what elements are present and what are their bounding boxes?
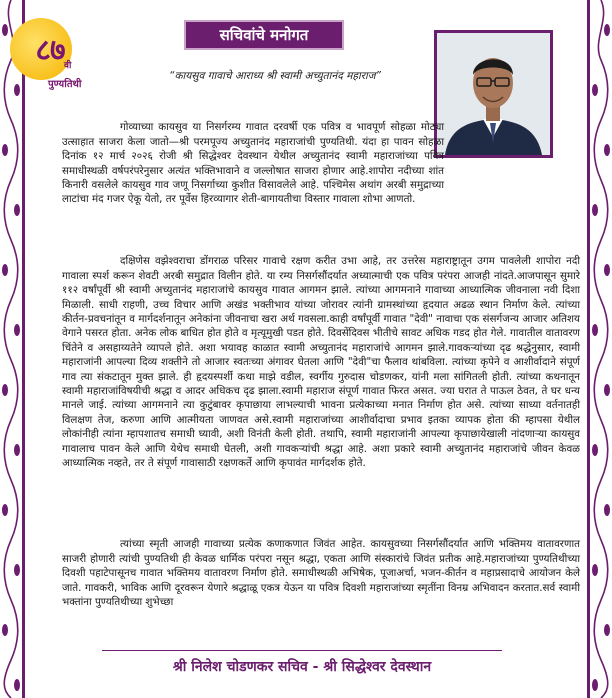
page-subtitle: “कायसुव गावाचे आराध्य श्री स्वामी अच्युतानंद महाराज” [169, 70, 381, 82]
paragraph-1: गोव्याच्या कायसुव या निसर्गरम्य गावात दरवर्षी एक पवित्र व भावपूर्ण सोहळा मोठ्या उत्साहात साजरा केला जातो—श्री परमपूज्य अच्युतानंद महाराजांची पुण्यतिथी. यंदा हा पावन सोहळा दिनांक १२ मार्च २०२६ रोजी श्री सिद्धेश्वर देवस्थान येथील अच्युतानंद स्वामी महाराजांच्या पवित्र समाधीस्थळी वर्षपरंपरेनुसार अत्यंत भक्तिभावाने व जल्लोषात साजरा होणार आहे.शापोरा नदीच्या शांत किनारी वसलेले कायसुव गाव जणू निसर्गाच्या कुशीत विसावलेले आहे. पश्चिमेस अथांग अरबी समुद्राच्या लाटांचा मंद गजर ऐकू येतो, तर पूर्वेस हिरव्यागार शेती-बागायतीचा विस्तार गावाला शोभा आणतो. [62, 121, 444, 206]
vine-ornament-icon [0, 0, 22, 698]
anniversary-badge-icon [10, 18, 92, 90]
vine-ornament-icon [590, 0, 612, 698]
page-title: सचिवांचे मनोगत [184, 20, 344, 50]
footer-divider [102, 650, 502, 651]
portrait-illustration [437, 33, 550, 155]
badge-suffix: वी [64, 61, 72, 71]
right-border-ornament [587, 0, 612, 698]
badge-label: पुण्यतिथी [48, 79, 82, 90]
badge-number: ८७ [35, 33, 65, 68]
footer-signature: श्री निलेश चोडणकर सचिव - श्री सिद्धेश्वर देवस्थान [172, 659, 432, 675]
left-border-ornament [0, 0, 25, 698]
paragraph-2: दक्षिणेस वझेश्वराचा डोंगराळ परिसर गावाचे रक्षण करीत उभा आहे, तर उत्तरेस महाराष्ट्रातून उगम पावलेली शापोरा नदी गावाला स्पर्श करून शेवटी अरबी समुद्रात विलीन होते. या रम्य निसर्गसौंदर्यात अध्यात्माची एक पवित्र परंपरा आजही नांदते.आजपासून सुमारे ११२ वर्षांपूर्वी श्री स्वामी अच्युतानंद महाराजांचे कायसुव गावात आगमन झाले. त्यांच्या आगमनाने गावाच्या आध्यात्मिक जीवनाला नवी दिशा मिळाली. साधी राहणी, उच्च विचार आणि अखंड भक्तीभाव यांच्या जोरावर त्यांनी ग्रामस्थांच्या हृदयात अढळ स्थान निर्माण केले. त्यांच्या कीर्तन-प्रवचनांतून व मार्गदर्शनातून अनेकांना जीवनाचा खरा अर्थ गवसला.काही वर्षांपूर्वी गावात "देवी" नावाचा एक संसर्गजन्य आजार अतिशय वेगाने पसरत होता. अनेक लोक बाधित होत होते व मृत्यूमुखी पडत होते. दिवसेंदिवस भीतीचे सावट अधिक गडद होत गेले. गावातील वातावरण चिंतेने व असहाय्यतेने व्यापले होते. अशा भयावह काळात स्वामी अच्युतानंद महाराजांचे आगमन झाले.गावकऱ्यांच्या दृढ श्रद्धेनुसार, स्वामी महाराजांनी आपल्या दिव्य शक्तीने तो आजार स्वतःच्या अंगावर घेतला आणि "देवी"चा फैलाव थांबविला. त्यांच्या कृपेने व आशीर्वादाने संपूर्ण गाव त्या संकटातून मुक्त झाले. ही हृदयस्पर्शी कथा माझे वडील, स्वर्गीय गुरुदास चोडणकर, यांनी मला सांगितली होती. त्यांच्या कथनातून स्वामी महाराजांविषयीची श्रद्धा व आदर अधिकच दृढ झाला.स्वामी महाराज संपूर्ण गावात फिरत असत. ज्या घरात ते पाऊल ठेवत, ते घर धन्य मानले जाई. त्यांच्या आगमनाने त्या कुटुंबावर कृपाछाया लाभल्याची भावना प्रत्येकाच्या मनात निर्माण होत असे. त्यांच्या साध्या वर्तनातही विलक्षण तेज, करुणा आणि आत्मीयता जाणवत असे.स्वामी महाराजांच्या आशीर्वादाचा प्रभाव इतका व्यापक होता की म्हापसा येथील लोकांनीही त्यांना म्हापशातच समाधी घ्यावी, अशी विनंती केली होती. तथापि, स्वामी महाराजांनी आपल्या कृपाछायेखाली नांदणाऱ्या कायसुव गावालाच पावन केले आणि येथेच समाधी घेतली, अशी गावकऱ्यांची श्रद्धा आहे. अशा प्रकारे स्वामी अच्युतानंद महाराजांचे जीवन केवळ आध्यात्मिक नव्हते, तर ते संपूर्ण गावासाठी रक्षणकर्ते आणि कृपावंत मार्गदर्शक होते. [62, 255, 580, 469]
paragraph-3: त्यांच्या स्मृती आजही गावाच्या प्रत्येक कणाकणात जिवंत आहेत. कायसुवच्या निसर्गसौंदर्यात आणि भक्तिमय वातावरणात साजरी होणारी त्यांची पुण्यतिथी ही केवळ धार्मिक परंपरा नसून श्रद्धा, एकता आणि संस्कारांचे जिवंत प्रतीक आहे.महाराजांच्या पुण्यतिथीच्या दिवशी पहाटेपासूनच गावात भक्तिमय वातावरण निर्माण होते. समाधीस्थळी अभिषेक, पूजाअर्चा, भजन-कीर्तन व महाप्रसादाचे आयोजन केले जाते. गावकरी, भाविक आणि दूरवरून येणारे श्रद्धाळू एकत्र येऊन या पवित्र दिवशी महाराजांच्या स्मृतींना विनम्र अभिवादन करतात.सर्व स्वामी भक्तांना पुण्यतिथीच्या शुभेच्छा [62, 538, 580, 608]
portrait-photo-icon [434, 30, 553, 158]
